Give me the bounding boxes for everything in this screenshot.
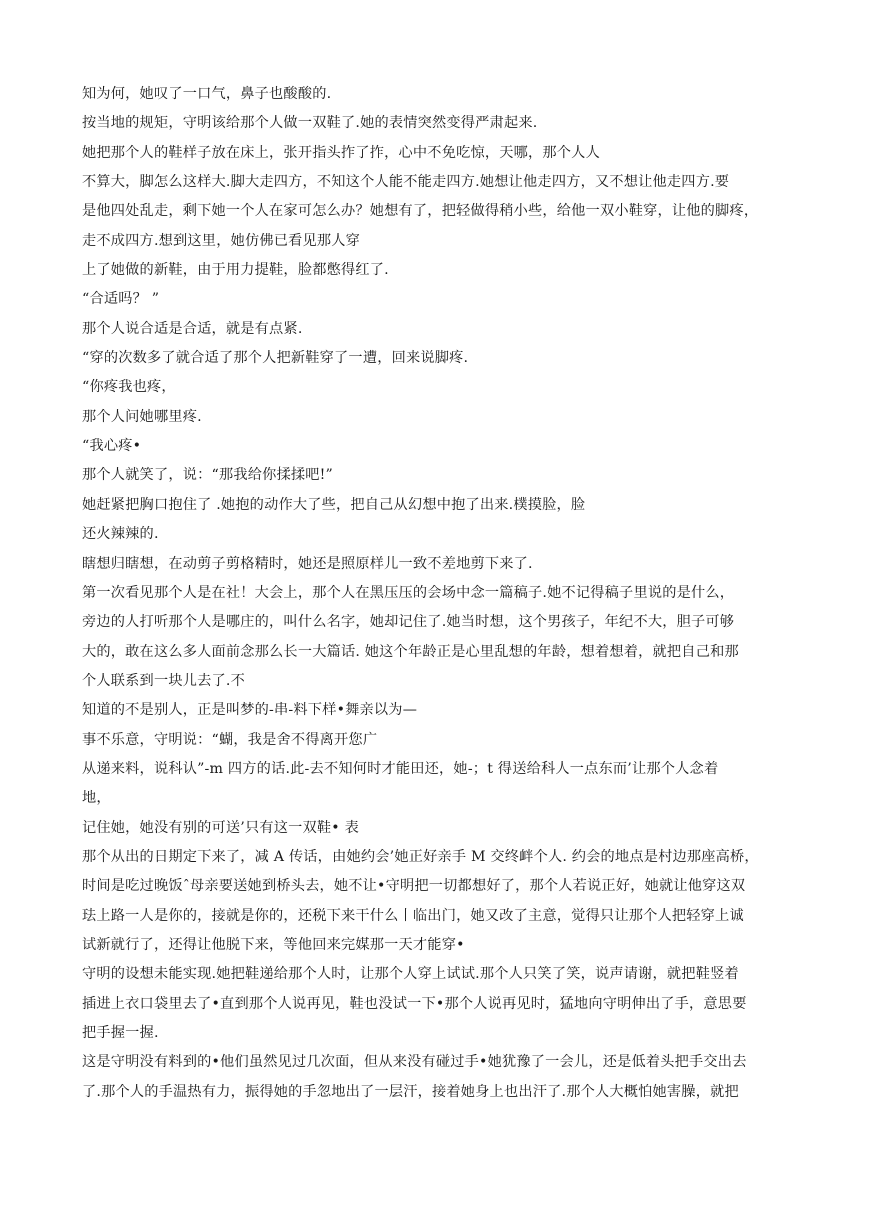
text-line: 守明的设想未能实现.她把鞋递给那个人时，让那个人穿上试试.那个人只笑了笑，说声请谢，就把鞋竖着 — [82, 966, 739, 983]
document-body — [82, 80, 802, 1107]
text-line: 瞎想归瞎想，在动剪子剪格精时，她还是照原样儿一致不差地剪下来了. — [82, 555, 533, 572]
text-line: 地， — [82, 790, 111, 807]
text-line: 那个从出的日期定下来了，减 A 传话，由她约会’她正好亲手 M 交终衅个人. 约会的地点是村边那座高桥， — [82, 848, 759, 865]
text-line: 个人联系到一块儿去了.不 — [82, 672, 245, 689]
text-line: 不算大，脚怎么这样大.脚大走四方，不知这个人能不能走四方.她想让他走四方，又不想让他走四方.要 — [82, 174, 730, 191]
text-line: “你疼我也疼， — [82, 379, 176, 396]
text-line: 珐上路一人是你的，接就是你的，还税下来干什么丨临出门，她又改了主意，觉得只让那个人把轻穿上诚 — [82, 907, 744, 924]
text-line: “我心疼• — [82, 438, 142, 455]
text-line: 是他四处乱走，剩下她一个人在家可怎么办？她想有了，把轻做得稍小些，给他一双小鞋穿，让他的脚疼， — [82, 203, 759, 220]
text-line: 她赶紧把胸口抱住了 .她抱的动作大了些，把自己从幻想中抱了出来.樸摸脸，脸 — [82, 496, 586, 513]
text-line: “合适吗？ ” — [82, 291, 160, 308]
text-line: “穿的次数多了就合适了那个人把新鞋穿了一遭，回来说脚疼. — [82, 350, 469, 367]
text-line: 还火辣辣的. — [82, 526, 159, 543]
text-line: 知道的不是别人，正是叫梦的-串-料下样•舞亲以为— — [82, 702, 418, 719]
text-line: 上了她做的新鞋，由于用力提鞋，脸都憋得红了. — [82, 262, 389, 279]
text-line: 那个人说合适是合适，就是有点紧. — [82, 320, 303, 337]
text-line: 了.那个人的手温热有力，振得她的手忽地出了一层汗，接着她身上也出汗了.那个人大概怕她害臊，就把 — [82, 1083, 739, 1100]
text-line: 大的，敢在这么多人面前念那么长一大篇话. 她这个年龄正是心里乱想的年龄，想着想着，就把自己和那 — [82, 643, 739, 660]
text-line: 时间是吃过晚饭ˆ母亲要送她到桥头去，她不让•守明把一切都想好了，那个人若说正好，她就让他穿这双 — [82, 878, 746, 895]
text-line: 记住她，她没有别的可送’只有这一双鞋• 表 — [82, 819, 359, 836]
text-line: 这是守明没有料到的•他们虽然见过几次面，但从来没有碰过手•她犹豫了一会儿，还是低着头把手交出去 — [82, 1054, 747, 1071]
text-line: 按当地的规矩，守明该给那个人做一双鞋了.她的表情突然变得严肃起来. — [82, 115, 538, 132]
text-line: 那个人问她哪里疼. — [82, 408, 202, 425]
text-line: 插进上衣口袋里去了•直到那个人说再见，鞋也没试一下•那个人说再见时，猛地向守明伸出了手，意思要 — [82, 995, 747, 1012]
text-line: 把手握一握. — [82, 1025, 159, 1041]
text-line: 试新就行了，还得让他脱下来，等他回来完媒那一天才能穿• — [82, 936, 465, 953]
text-line: 走不成四方.想到这里，她仿佛已看见那人穿 — [82, 232, 361, 249]
text-line: 事不乐意，守明说：“蝴，我是舍不得离开您广 — [82, 731, 378, 748]
text-line: 第一次看见那个人是在社！大会上，那个人在黑压压的会场中念一篇稿子.她不记得稿子里说的是什么， — [82, 584, 735, 601]
text-line: 从递来料，说科认”-m 四方的话.此-去不知何时才能田还，她-；t 得送给科人一点东而’让那个人念着 — [82, 760, 719, 777]
text-line: 那个人就笑了，说：“那我给你揉揉吧!” — [82, 467, 334, 484]
text-line: 她把那个人的鞋样子放在床上，张开指头拃了拃，心中不免吃惊，天哪，那个人人 — [82, 144, 600, 161]
text-line: 旁边的人打听那个人是哪庄的，叫什么名字，她却记住了.她当时想，这个男孩子，年纪不大，胆子可够 — [82, 614, 735, 631]
text-line: 知为何，她叹了一口气，鼻子也酸酸的. — [82, 86, 332, 102]
